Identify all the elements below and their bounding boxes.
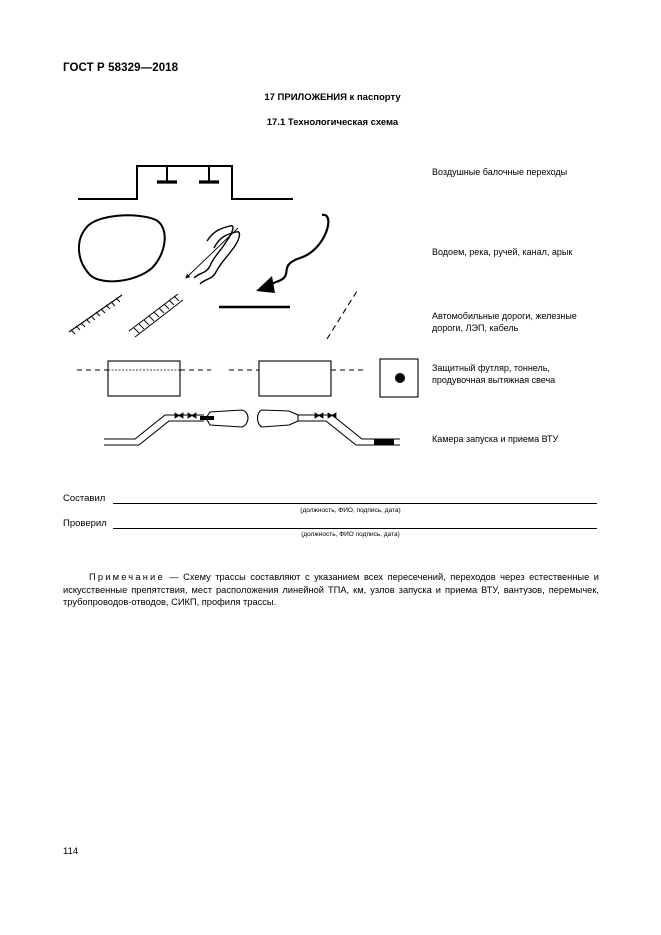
legend-label: Камера запуска и приема ВТУ	[432, 434, 559, 444]
legend-item-aerial-crossing	[432, 166, 567, 178]
legend-item-roads	[432, 310, 577, 334]
legend-label: продувочная вытяжная свеча	[432, 375, 556, 385]
compiled-by-hint: (должность, ФИО, подпись, дата)	[300, 507, 401, 514]
compiled-by-line	[113, 503, 597, 504]
subsection-title: 17.1 Технологическая схема	[266, 117, 399, 128]
document-code: ГОСТ Р 58329—2018	[63, 62, 179, 74]
compiled-by-label: Составил	[63, 493, 106, 504]
launch-receive-chamber-icon	[104, 410, 400, 445]
legend-label: Защитный футляр, тоннель,	[432, 363, 550, 373]
legend-label: Автомобильные дороги, железные	[432, 311, 577, 321]
aerial-beam-crossing-icon	[78, 166, 293, 199]
checked-by-label: Проверил	[63, 518, 107, 529]
protective-casing-icon	[77, 359, 418, 397]
page-number: 114	[63, 846, 79, 857]
legend-item-casing	[432, 362, 555, 386]
checked-by-line	[113, 528, 597, 529]
note-paragraph	[63, 571, 599, 609]
road-railway-power-line-icon	[69, 291, 357, 339]
water-body-icon	[79, 215, 328, 293]
note-text: — Схему трассы составляют с указанием всех пересечений, переходов через естественные и искусственные препятствия, мест расположения линейной ТПА, км, узлов запуска и приема ВТУ, вантузов, перемычек, трубопроводов-отводов, СИКП, профиля трассы.	[63, 572, 599, 608]
legend-label: Водоем, река, ручей, канал, арык	[432, 247, 573, 257]
note-label: Примечание	[89, 572, 165, 582]
legend-label: дороги, ЛЭП, кабель	[432, 323, 519, 333]
legend-label: Воздушные балочные переходы	[432, 167, 568, 177]
section-title: 17 ПРИЛОЖЕНИЯ к паспорту	[264, 92, 401, 103]
legend-item-water-body	[432, 246, 572, 258]
checked-by-hint: (должность, ФИО подпись, дата)	[301, 531, 400, 538]
legend-item-launch-chamber	[432, 433, 558, 445]
